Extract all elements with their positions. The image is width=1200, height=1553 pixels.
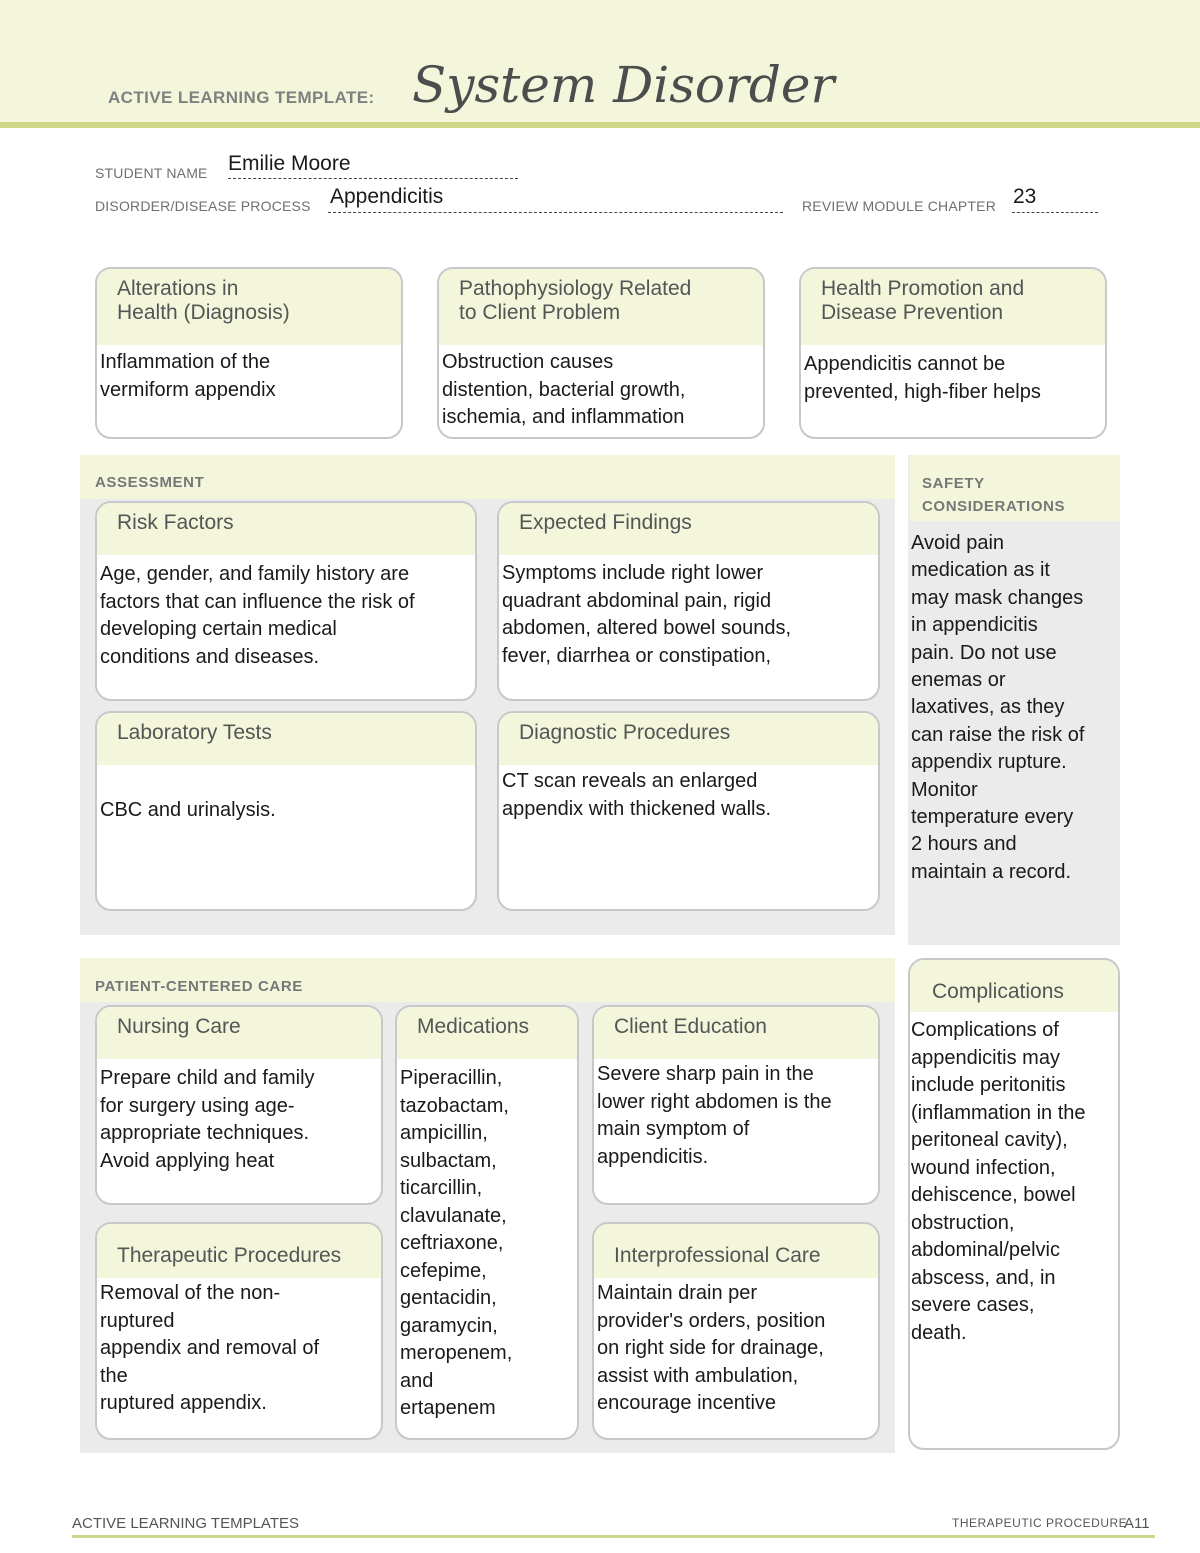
complications-title: Complications bbox=[910, 960, 1118, 1012]
template-label: ACTIVE LEARNING TEMPLATE: bbox=[108, 88, 375, 107]
complications-body[interactable]: Complications of appendicitis may include peritonitis (inflammation in the peritoneal cavity), wound infection, dehiscence, bowel obstruction, abdominal/pelvic abscess, and, in severe cases, death. bbox=[911, 1019, 1086, 1344]
health-promotion-card bbox=[799, 267, 1107, 439]
risk-factors-title: Risk Factors bbox=[97, 503, 475, 555]
expected-findings-body[interactable]: Symptoms include right lower quadrant abdominal pain, rigid abdomen, altered bowel sounds, fever, diarrhea or constipation, bbox=[502, 562, 792, 667]
assessment-title: ASSESSMENT bbox=[95, 474, 205, 491]
nursing-care-title: Nursing Care bbox=[97, 1007, 381, 1059]
laboratory-tests-body[interactable]: CBC and urinalysis. bbox=[100, 798, 276, 821]
medications-body[interactable]: Piperacillin, tazobactam, ampicillin, sulbactam, ticarcillin, clavulanate, ceftriaxone, cefepime, gentacidin, garamycin, meropenem, and ertapenem bbox=[400, 1067, 513, 1419]
medications-title: Medications bbox=[397, 1007, 577, 1059]
interprofessional-care-body[interactable]: Maintain drain per provider's orders, position on right side for drainage, assist with ambulation, encourage incentive bbox=[597, 1282, 826, 1414]
therapeutic-procedures-card bbox=[95, 1222, 383, 1440]
laboratory-tests-card bbox=[95, 711, 477, 911]
chapter-field[interactable]: 23 bbox=[1013, 185, 1037, 208]
laboratory-tests-title: Laboratory Tests bbox=[97, 713, 475, 765]
disorder-underline bbox=[328, 212, 783, 213]
interprofessional-care-card bbox=[592, 1222, 880, 1440]
student-name-underline bbox=[228, 178, 518, 179]
footer-divider bbox=[72, 1535, 1155, 1538]
alterations-card bbox=[95, 267, 403, 439]
diagnostic-procedures-card bbox=[497, 711, 880, 911]
health-promotion-body[interactable]: Appendicitis cannot be prevented, high-fiber helps bbox=[804, 353, 1041, 403]
therapeutic-procedures-title: Therapeutic Procedures bbox=[97, 1224, 381, 1278]
student-name-field[interactable]: Emilie Moore bbox=[228, 152, 351, 175]
footer-left-text: ACTIVE LEARNING TEMPLATES bbox=[72, 1515, 299, 1532]
disorder-label: DISORDER/DISEASE PROCESS bbox=[95, 198, 311, 214]
page-number: A11 bbox=[1124, 1515, 1150, 1532]
client-education-title: Client Education bbox=[594, 1007, 878, 1059]
therapeutic-procedures-body[interactable]: Removal of the non- ruptured appendix and removal of the ruptured appendix. bbox=[100, 1282, 320, 1414]
expected-findings-title: Expected Findings bbox=[499, 503, 878, 555]
template-title: System Disorder bbox=[412, 56, 835, 114]
chapter-label: REVIEW MODULE CHAPTER bbox=[802, 198, 996, 214]
alterations-title: Alterations in Health (Diagnosis) bbox=[97, 269, 401, 345]
risk-factors-card bbox=[95, 501, 477, 701]
interprofessional-care-title: Interprofessional Care bbox=[594, 1224, 878, 1278]
medications-card bbox=[395, 1005, 579, 1440]
disorder-field[interactable]: Appendicitis bbox=[330, 185, 444, 208]
safety-body[interactable]: Avoid pain medication as it may mask changes in appendicitis pain. Do not use enemas or laxatives, as they can raise the risk of appendix rupture. Monitor temperature every 2 hours and maintain a record. bbox=[911, 532, 1085, 883]
expected-findings-card bbox=[497, 501, 880, 701]
client-education-card bbox=[592, 1005, 880, 1205]
nursing-care-card bbox=[95, 1005, 383, 1205]
footer-right-text: THERAPEUTIC PROCEDURE bbox=[952, 1516, 1128, 1530]
diagnostic-procedures-title: Diagnostic Procedures bbox=[499, 713, 878, 765]
pathophysiology-title: Pathophysiology Related to Client Problem bbox=[439, 269, 763, 345]
risk-factors-body[interactable]: Age, gender, and family history are factors that can influence the risk of developing certain medical conditions and diseases. bbox=[100, 563, 415, 668]
alterations-body[interactable]: Inflammation of the vermiform appendix bbox=[100, 351, 276, 401]
nursing-care-body[interactable]: Prepare child and family for surgery using age- appropriate techniques. Avoid applying heat bbox=[100, 1067, 315, 1172]
header-divider bbox=[0, 122, 1200, 128]
chapter-underline bbox=[1012, 212, 1098, 213]
health-promotion-title: Health Promotion and Disease Prevention bbox=[801, 269, 1105, 345]
diagnostic-procedures-body[interactable]: CT scan reveals an enlarged appendix with thickened walls. bbox=[502, 770, 772, 820]
pathophysiology-body[interactable]: Obstruction causes distention, bacterial growth, ischemia, and inflammation bbox=[442, 351, 686, 428]
complications-card bbox=[908, 958, 1120, 1450]
student-name-label: STUDENT NAME bbox=[95, 165, 208, 181]
patient-care-title: PATIENT-CENTERED CARE bbox=[95, 978, 303, 995]
safety-title: SAFETY CONSIDERATIONS bbox=[922, 475, 1066, 515]
pathophysiology-card bbox=[437, 267, 765, 439]
client-education-body[interactable]: Severe sharp pain in the lower right abdomen is the main symptom of appendicitis. bbox=[597, 1063, 832, 1168]
